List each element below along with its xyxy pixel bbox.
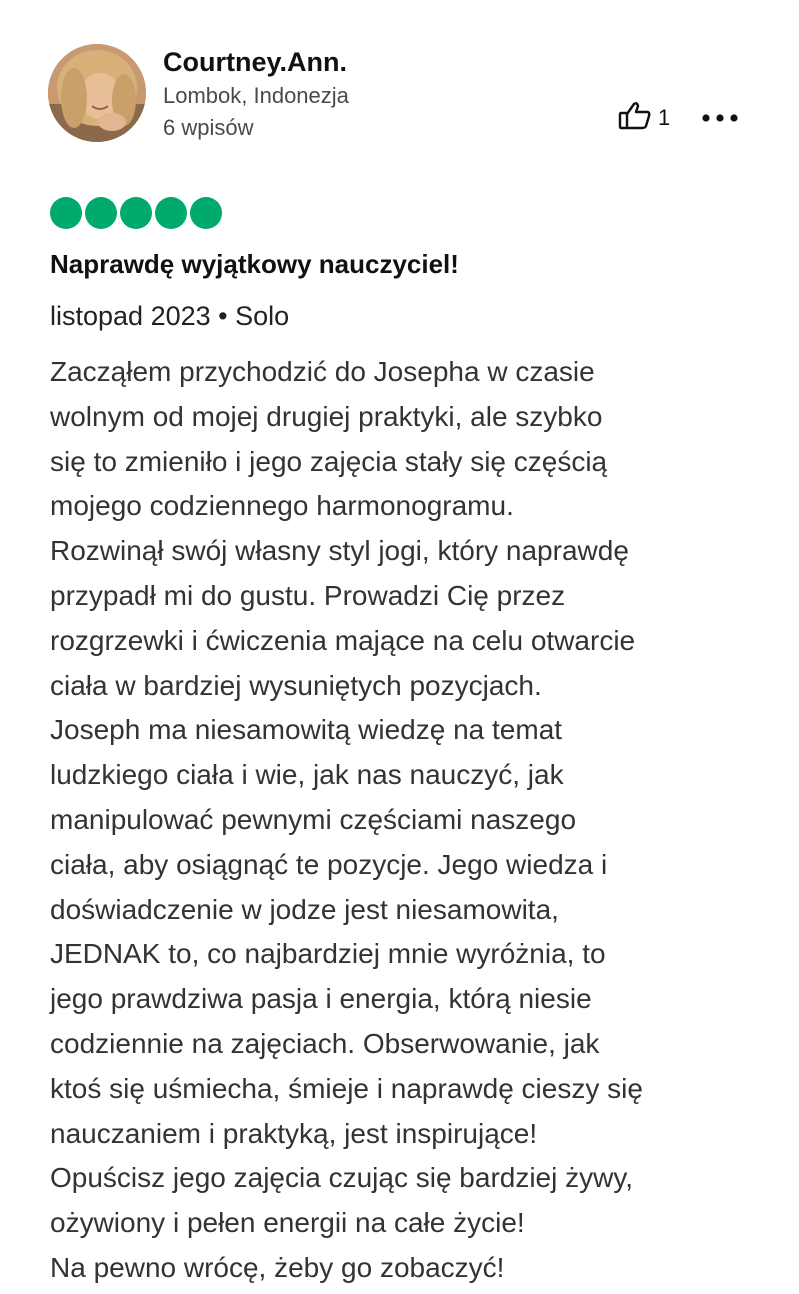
- review-text-line: mojego codziennego harmonogramu.: [50, 490, 514, 522]
- rating-bubbles: [50, 197, 225, 229]
- review-text-line: Joseph ma niesamowitą wiedzę na temat: [50, 714, 563, 746]
- rating-bubble-icon: [190, 197, 222, 229]
- review-text-line: ożywiony i pełen energii na całe życie!: [50, 1207, 525, 1239]
- rating-bubble-icon: [85, 197, 117, 229]
- review-text-line: nauczaniem i praktyką, jest inspirujące!: [50, 1117, 538, 1149]
- review-actions: [618, 98, 738, 138]
- review-text-line: Rozwinął swój własny styl jogi, który naprawdę: [50, 535, 629, 567]
- review-text-line: Zacząłem przychodzić do Josepha w czasie: [50, 356, 595, 387]
- user-name[interactable]: Courtney.Ann.: [163, 47, 347, 77]
- rating-bubble-icon: [120, 197, 152, 229]
- review-text-line: codziennie na zajęciach. Obserwowanie, jak: [50, 1027, 600, 1059]
- review-meta: listopad 2023 • Solo: [50, 301, 290, 331]
- review-text-line: jego prawdziwa pasja i energia, którą niesie: [50, 983, 592, 1015]
- review-text-line: doświadczenie w jodze jest niesamowita,: [50, 893, 559, 925]
- avatar-image: [48, 44, 146, 142]
- review-text-line: przypadł mi do gustu. Prowadzi Cię przez: [50, 579, 566, 611]
- review-header: [48, 44, 768, 148]
- review-text-line: manipulować pewnymi częściami naszego: [50, 803, 577, 835]
- review-text-line: Opuścisz jego zajęcia czując się bardziej żywy,: [50, 1162, 634, 1194]
- review-text-line: Na pewno wrócę, żeby go zobaczyć!: [50, 1251, 505, 1283]
- review-text-line: ciała w bardziej wysuniętych pozycjach.: [50, 669, 542, 701]
- review-text-line: ktoś się uśmiecha, śmieje i naprawdę cieszy się: [50, 1072, 643, 1104]
- user-post-count: 6 wpisów: [163, 115, 254, 140]
- review-text-line: ciała, aby osiągnąć te pozycje. Jego wiedza i: [50, 848, 608, 880]
- more-dots-icon: [702, 109, 738, 127]
- review-body: [50, 350, 780, 1291]
- review-text-line: JEDNAK to, co najbardziej mnie wyróżnia, to: [50, 938, 606, 970]
- helpful-count: 1: [658, 105, 671, 130]
- review-title[interactable]: Naprawdę wyjątkowy nauczyciel!: [50, 249, 459, 279]
- avatar[interactable]: [48, 44, 146, 142]
- review-text-line: się to zmieniło i jego zajęcia stały się częścią: [50, 445, 608, 477]
- review-text-line: ludzkiego ciała i wie, jak nas nauczyć, jak: [50, 759, 564, 791]
- user-location: Lombok, Indonezja: [163, 83, 349, 108]
- review-text-line: rozgrzewki i ćwiczenia mające na celu otwarcie: [50, 624, 636, 656]
- rating-bubble-icon: [50, 197, 82, 229]
- more-options-button[interactable]: [702, 98, 738, 138]
- review-text-line: wolnym od mojej drugiej praktyki, ale szybko: [50, 400, 603, 432]
- helpful-vote-button[interactable]: [618, 101, 670, 136]
- rating-bubble-icon: [155, 197, 187, 229]
- user-info: [163, 44, 349, 144]
- thumbs-up-icon: [618, 101, 652, 136]
